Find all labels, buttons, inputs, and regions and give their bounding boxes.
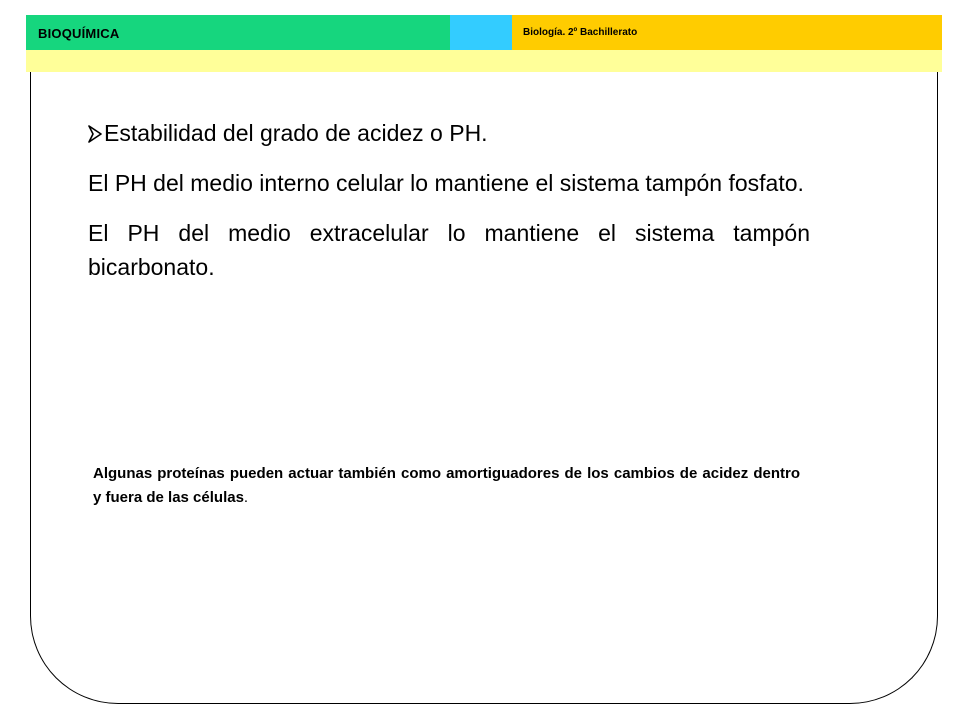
subject-title: BIOQUÍMICA	[38, 26, 120, 41]
header-sub-bar	[26, 50, 942, 72]
paragraph-extracellular-ph: El PH del medio extracelular lo mantiene el sistema tampón bicarbonato.	[88, 220, 810, 280]
bullet-heading-text: Estabilidad del grado de acidez o PH.	[104, 120, 488, 146]
note-text: Algunas proteínas pueden actuar también como amortiguadores de los cambios de acidez dentro y fuera de las células	[93, 465, 800, 506]
main-content	[88, 116, 810, 284]
paragraph-internal-ph: El PH del medio interno celular lo mantiene el sistema tampón fosfato.	[88, 170, 804, 196]
header-cyan-block	[450, 15, 512, 50]
header-yellow-block	[512, 15, 942, 50]
arrowhead-bullet-icon	[88, 125, 104, 143]
course-label: Biología. 2º Bachillerato	[523, 27, 638, 38]
protein-buffer-note	[93, 462, 800, 510]
note-period: .	[243, 489, 249, 506]
bullet-heading-line	[88, 116, 810, 150]
header-bar	[26, 15, 942, 50]
header-green-block	[26, 15, 450, 50]
